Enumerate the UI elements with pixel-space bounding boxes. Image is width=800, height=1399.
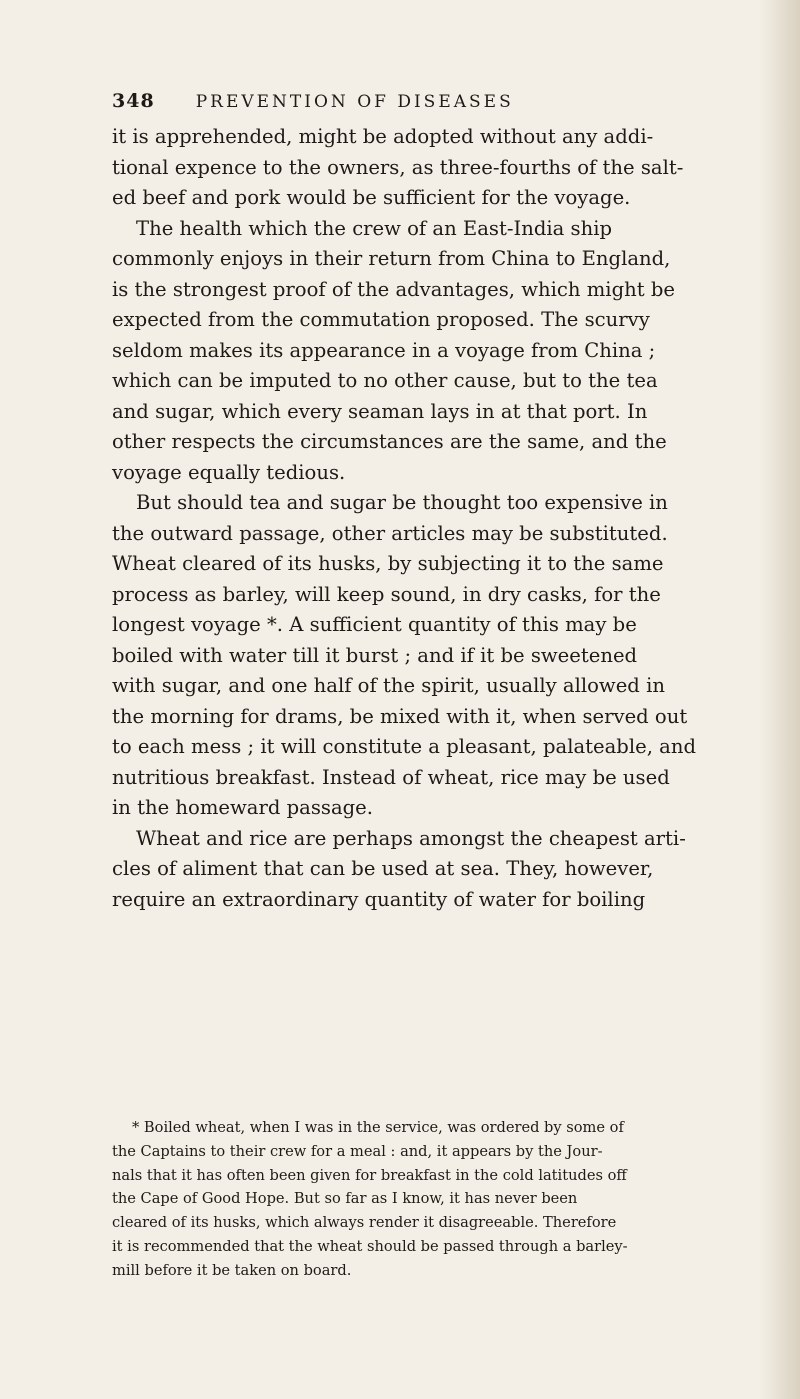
body-text-line: Wheat cleared of its husks, by subjecting it to the same <box>112 552 664 575</box>
page-header <box>112 88 732 115</box>
footnote-line: * Boiled wheat, when I was in the service, was ordered by some of <box>132 1119 624 1136</box>
body-text-line: it is apprehended, might be adopted without any addi- <box>112 125 654 148</box>
body-text-line: the outward passage, other articles may be substituted. <box>112 521 668 545</box>
body-text-line: longest voyage *. A sufficient quantity of this may be <box>112 613 637 636</box>
body-text-line: the morning for drams, be mixed with it, when served out <box>112 704 688 728</box>
body-text-line: in the homeward passage. <box>112 796 373 819</box>
body-text-line: voyage equally tedious. <box>112 460 346 484</box>
body-text-line: process as barley, will keep sound, in dry casks, for the <box>112 582 661 606</box>
body-text <box>112 122 752 915</box>
body-text-line: expected from the commutation proposed. The scurvy <box>112 308 650 331</box>
body-text-line: boiled with water till it burst ; and if it be sweetened <box>112 643 638 667</box>
body-text-line: which can be imputed to no other cause, but to the tea <box>112 369 658 392</box>
body-text-line: Wheat and rice are perhaps amongst the cheapest arti- <box>136 826 686 850</box>
body-text-line: is the strongest proof of the advantages, which might be <box>112 277 675 301</box>
footnote-line: cleared of its husks, which always render it disagreeable. Therefore <box>112 1214 617 1232</box>
page-number: 348 <box>112 90 155 112</box>
body-text-line: tional expence to the owners, as three-fourths of the salt- <box>112 155 684 179</box>
body-text-line: But should tea and sugar be thought too expensive in <box>136 491 668 514</box>
body-text-line: to each mess ; it will constitute a pleasant, palateable, and <box>112 735 696 758</box>
footnote-line: the Cape of Good Hope. But so far as I know, it has never been <box>112 1190 578 1208</box>
body-text-line: require an extraordinary quantity of water for boiling <box>112 887 646 911</box>
body-text-line: ed beef and pork would be sufficient for the voyage. <box>112 186 631 209</box>
body-text-line: with sugar, and one half of the spirit, usually allowed in <box>112 674 665 697</box>
body-text-line: commonly enjoys in their return from China to England, <box>112 247 671 270</box>
body-text-line: cles of aliment that can be used at sea. They, however, <box>112 857 654 880</box>
page-edge-shadow <box>760 0 800 1399</box>
body-text-line: The health which the crew of an East-India ship <box>136 216 613 240</box>
body-text-line: seldom makes its appearance in a voyage from China ; <box>112 338 656 362</box>
body-text-line: and sugar, which every seaman lays in at that port. In <box>112 399 648 423</box>
footnote-line: it is recommended that the wheat should be passed through a barley- <box>112 1237 628 1255</box>
running-title: PREVENTION OF DISEASES <box>195 92 514 112</box>
body-text-line: other respects the circumstances are the same, and the <box>112 430 667 453</box>
body-text-line: nutritious breakfast. Instead of wheat, rice may be used <box>112 765 670 789</box>
footnote-line: nals that it has often been given for breakfast in the cold latitudes off <box>112 1166 627 1184</box>
footnote-line: the Captains to their crew for a meal : and, it appears by the Jour- <box>112 1142 603 1160</box>
footnotes <box>112 1116 762 1283</box>
footnote-line: mill before it be taken on board. <box>112 1261 352 1279</box>
